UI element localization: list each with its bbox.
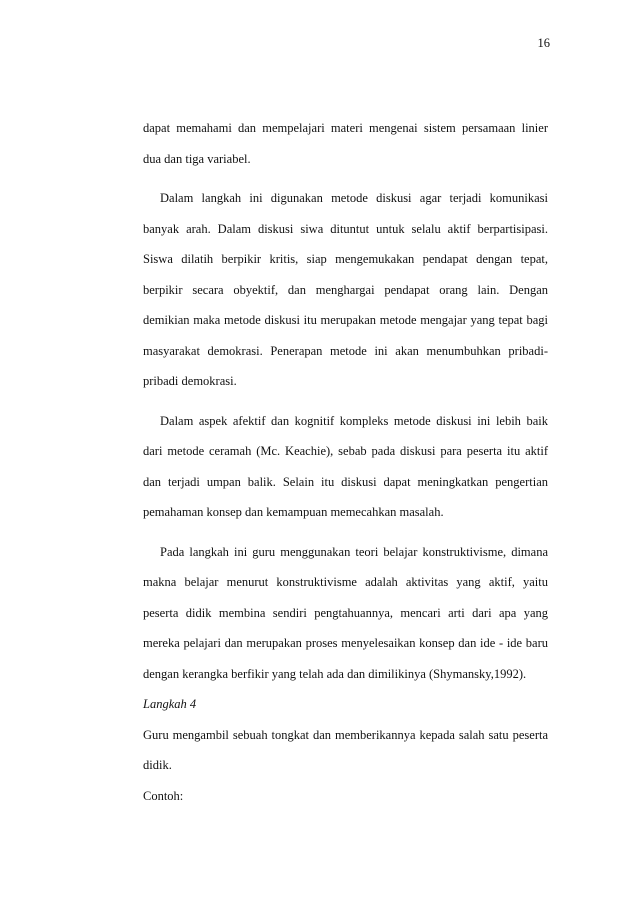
text-line: Siswa dilatih berpikir kritis, siap mengemukakan pendapat dengan tepat,: [143, 252, 548, 266]
text-line: makna belajar menurut konstruktivisme adalah aktivitas yang aktif, yaitu: [143, 575, 548, 589]
text-line: mereka pelajari dan merupakan proses menyelesaikan konsep dan ide - ide baru: [143, 636, 548, 650]
text-line: peserta didik membina sendiri pengtahuannya, mencari arti dari apa yang: [143, 605, 548, 620]
text-line: banyak arah. Dalam diskusi siwa dituntut untuk selalu aktif berpartisipasi.: [143, 221, 548, 236]
paragraph: [143, 410, 548, 532]
page-number: 16: [537, 36, 550, 50]
text-line: masyarakat demokrasi. Penerapan metode ini akan menumbuhkan pribadi-: [143, 343, 548, 358]
text-line: dengan kerangka berfikir yang telah ada dan dimilikinya (Shymansky,1992).: [143, 666, 527, 681]
text-line: pemahaman konsep dan kemampuan memecahkan masalah.: [143, 505, 444, 519]
text-line: Dalam langkah ini digunakan metode diskusi agar terjadi komunikasi: [160, 191, 548, 205]
paragraph: [143, 117, 548, 178]
example-label: Contoh:: [143, 788, 184, 803]
document-body: [143, 117, 548, 815]
step-heading: Langkah 4: [143, 697, 197, 711]
text-line: berpikir secara obyektif, dan menghargai pendapat orang lain. Dengan: [143, 282, 548, 297]
paragraph: [143, 187, 548, 401]
text-line: Pada langkah ini guru menggunakan teori belajar konstruktivisme, dimana: [160, 544, 548, 559]
text-line: dan terjadi umpan balik. Selain itu diskusi dapat meningkatkan pengertian: [143, 474, 548, 489]
paragraph: [143, 541, 548, 694]
text-line: Guru mengambil sebuah tongkat dan memberikannya kepada salah satu peserta: [143, 727, 548, 742]
text-line: didik.: [143, 758, 172, 772]
text-line: demikian maka metode diskusi itu merupakan metode mengajar yang tepat bagi: [143, 313, 548, 327]
text-line: pribadi demokrasi.: [143, 374, 237, 388]
text-line: dapat memahami dan mempelajari materi mengenai sistem persamaan linier: [143, 121, 548, 135]
text-line: dari metode ceramah (Mc. Keachie), sebab pada diskusi para peserta itu aktif: [143, 444, 548, 458]
text-line: Dalam aspek afektif dan kognitif kompleks metode diskusi ini lebih baik: [160, 413, 548, 428]
text-line: dua dan tiga variabel.: [143, 151, 251, 166]
